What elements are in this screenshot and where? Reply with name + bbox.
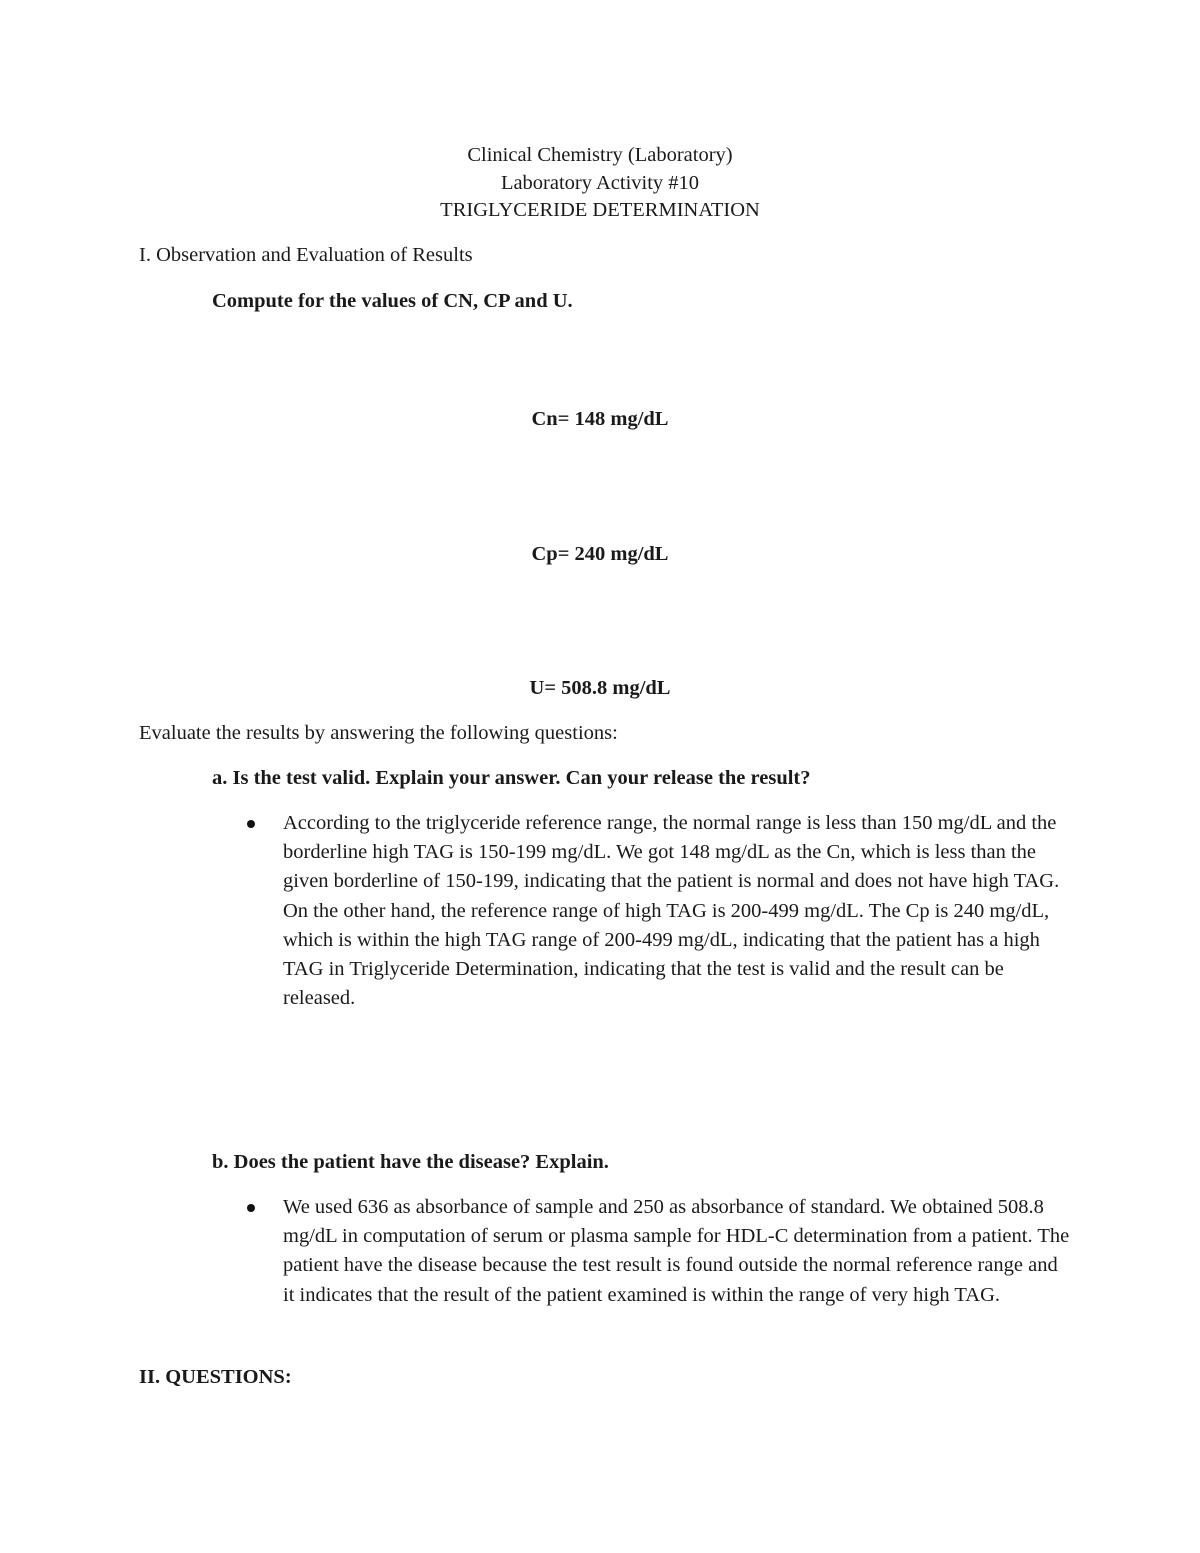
evaluate-intro: Evaluate the results by answering the following questions: <box>139 722 618 744</box>
course-title: Clinical Chemistry (Laboratory) <box>467 144 733 166</box>
section-heading-observation: I. Observation and Evaluation of Results <box>139 244 473 266</box>
question-b-answer: We used 636 as absorbance of sample and 250 as absorbance of standard. We obtained 508.8 mg/dL in computation of serum or plasma sample for HDL-C determination from a patient. The patient have the disease because the test result is found outside the normal reference range and it indicates that the result of the patient examined is within the range of very high TAG. <box>283 1196 1070 1306</box>
cp-result: Cp= 240 mg/dL <box>531 543 669 565</box>
cn-result: Cn= 148 mg/dL <box>531 408 669 430</box>
document-title: TRIGLYCERIDE DETERMINATION <box>440 199 760 221</box>
activity-number: Laboratory Activity #10 <box>500 172 700 194</box>
compute-instruction: Compute for the values of CN, CP and U. <box>212 290 573 312</box>
question-a-answer: According to the triglyceride reference range, the normal range is less than 150 mg/dL and the borderline high TAG is 150-199 mg/dL. We got 148 mg/dL as the Cn, which is less than the given borderline of 150-199, indicating that the patient is normal and does not have high TAG. On the other hand, the reference range of high TAG is 200-499 mg/dL. The Cp is 240 mg/dL, which is within the high TAG range of 200-499 mg/dL, indicating that the patient has a high TAG in Triglyceride Determination, indicating that the test is valid and the result can be released. <box>283 812 1060 1010</box>
u-result: U= 508.8 mg/dL <box>529 677 671 699</box>
question-b-label: b. Does the patient have the disease? Explain. <box>212 1151 609 1173</box>
question-a-label: a. Is the test valid. Explain your answer. Can your release the result? <box>212 767 811 789</box>
bullet-icon <box>247 1204 255 1212</box>
section-heading-questions: II. QUESTIONS: <box>139 1366 292 1388</box>
bullet-icon <box>247 820 255 828</box>
